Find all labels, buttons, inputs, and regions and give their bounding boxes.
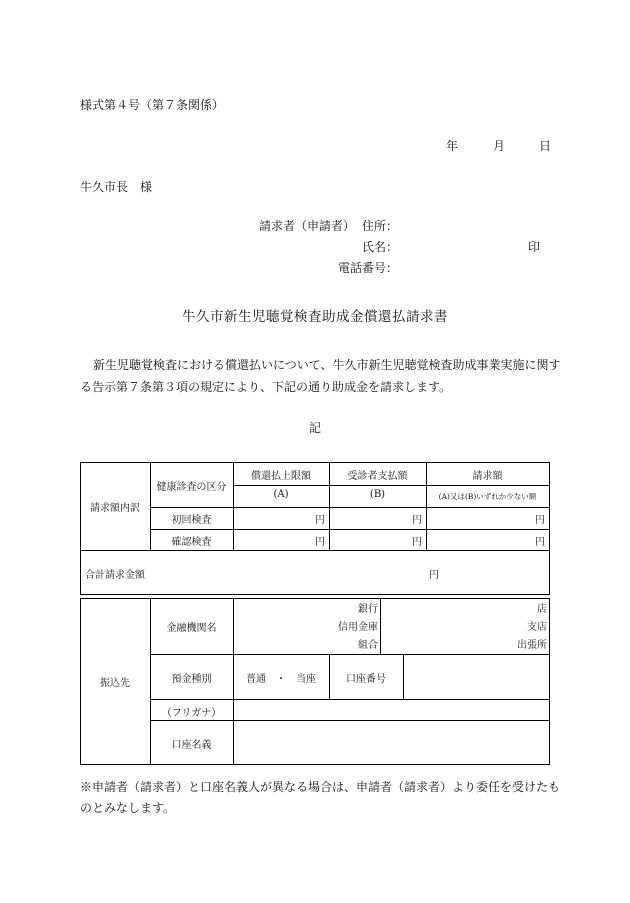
seal-mark: 印 — [528, 240, 541, 254]
furigana-label: （フリガナ） — [161, 708, 222, 719]
institution-label: 金融機関名 — [166, 623, 217, 634]
note-line-1: ※申請者（請求者）と口座名義人が異なる場合は、申請者（請求者）より委任を受けたも — [80, 780, 561, 794]
breakdown-label: 請求額内訳 — [90, 503, 140, 514]
store-text: 店 — [537, 604, 547, 615]
deposit-type-options: 普通 ・ 当座 — [246, 674, 316, 685]
document-title: 牛久市新生児聴覚検査助成金償還払請求書 — [182, 309, 448, 325]
category-header: 健康診査の区分 — [156, 482, 227, 493]
ki-label: 記 — [309, 421, 322, 435]
applicant-label: 請求者（申請者） — [259, 219, 356, 233]
col-c-header: 請求額 — [472, 471, 503, 482]
col-a-sub: (A) — [273, 489, 289, 500]
date-month: 月 — [493, 139, 506, 153]
row-confirm-c: 円 — [535, 537, 545, 548]
total-unit: 円 — [429, 570, 439, 581]
body-line-2: る告示第７条第３項の規定により、下記の通り助成金を請求します。 — [80, 380, 452, 394]
name-label: 氏名： — [361, 240, 398, 254]
row-initial-b: 円 — [412, 515, 422, 526]
phone-label: 電話番号： — [337, 261, 398, 275]
note-line-2: のとみなします。 — [80, 801, 176, 815]
col-b-header: 受診者支払額 — [347, 471, 408, 482]
row-initial-a: 円 — [315, 515, 325, 526]
form-number: 様式第４号（第７条関係） — [80, 98, 225, 112]
office-text: 出張所 — [517, 640, 547, 651]
col-b-sub: (B) — [369, 489, 386, 500]
row-confirm-b: 円 — [412, 537, 422, 548]
row-initial-label: 初回検査 — [171, 515, 212, 526]
row-initial-c: 円 — [535, 515, 545, 526]
bank-text: 銀行 — [358, 604, 378, 615]
union-text: 組合 — [358, 640, 378, 651]
addressee: 牛久市長 様 — [80, 180, 153, 194]
deposit-type-label: 預金種別 — [171, 674, 212, 685]
date-day: 日 — [539, 139, 552, 153]
account-number-label: 口座番号 — [346, 674, 386, 685]
credit-union-text: 信用金庫 — [338, 622, 378, 633]
body-line-1: 新生児聴覚検査における償還払いについて、牛久市新生児聴覚検査助成事業実施に関す — [93, 358, 561, 372]
row-confirm-a: 円 — [315, 537, 325, 548]
address-label: 住所： — [361, 219, 398, 233]
col-a-header: 償還払上限額 — [251, 471, 311, 482]
branch-text: 支店 — [527, 622, 547, 633]
col-c-sub: (A)又は(B)いずれか少ない額 — [438, 492, 537, 501]
date-year: 年 — [446, 139, 459, 153]
transfer-label: 振込先 — [100, 678, 130, 689]
total-label: 合計請求金額 — [85, 570, 145, 581]
row-confirm-label: 確認検査 — [171, 537, 212, 548]
account-holder-label: 口座名義 — [171, 740, 212, 751]
